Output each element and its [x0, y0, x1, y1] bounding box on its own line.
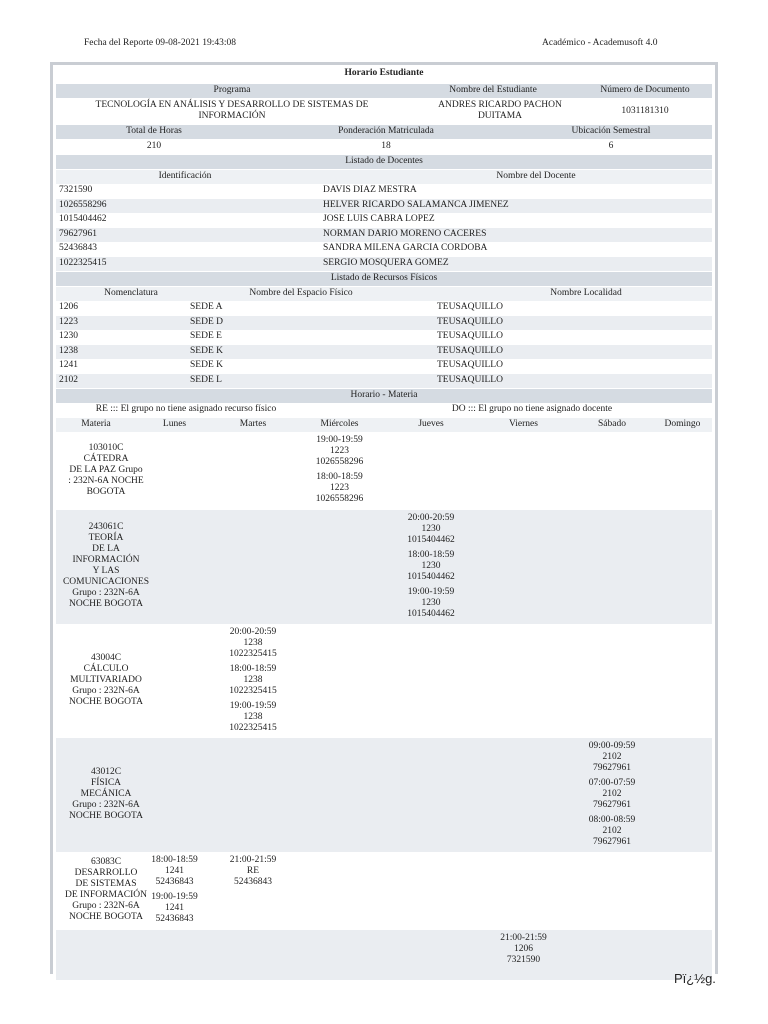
resource-code: 1238: [59, 345, 78, 356]
slot-line: 18:00-18:59: [316, 472, 363, 482]
resource-space: SEDE E: [190, 331, 222, 341]
schedule-col-day: Jueves: [418, 419, 444, 429]
teachers-title: Listado de Docentes: [56, 155, 712, 169]
subject-cell: [56, 653, 156, 708]
slot-line: 79627961: [593, 800, 631, 810]
day-cell: [386, 513, 476, 624]
teacher-row: [56, 213, 712, 227]
slot-line: 20:00-20:59: [229, 627, 277, 637]
slot-line: 21:00-21:59: [229, 855, 277, 865]
time-slot: [571, 815, 653, 848]
subject-line: : 232N-6A NOCHE: [68, 475, 144, 486]
resource-code: 1223: [59, 316, 78, 327]
teacher-row: [56, 257, 712, 271]
subject-line: Y LAS: [92, 565, 120, 576]
slot-line: 1238: [243, 712, 263, 722]
slot-line: 19:00-19:59: [407, 587, 455, 597]
slot-line: 2102: [602, 789, 622, 799]
subject-line: 43004C: [90, 652, 122, 663]
teacher-name: JOSE LUIS CABRA LOPEZ: [323, 214, 435, 224]
subject-line: NOCHE BOGOTA: [69, 696, 143, 707]
schedule-col-day: Lunes: [162, 419, 187, 429]
slot-line: 1223: [330, 446, 349, 456]
time-slot: [386, 550, 476, 583]
schedule-col-day: Domingo: [664, 419, 701, 429]
totals-header-row: [56, 125, 712, 139]
time-slot: [136, 855, 213, 888]
teacher-id: 7321590: [59, 185, 93, 195]
subject-line: DE INFORMACIÓN: [64, 890, 148, 901]
totals-values-row: [56, 140, 712, 154]
teachers-header-row: [56, 170, 712, 184]
time-slot: [386, 587, 476, 620]
time-slot: [213, 855, 293, 888]
slot-line: 1206: [514, 944, 533, 954]
resource-space: SEDE K: [190, 345, 223, 356]
teacher-name: DAVIS DIAZ MESTRA: [323, 185, 417, 195]
subject-line: NOCHE BOGOTA: [69, 598, 143, 609]
resources-title: Listado de Recursos Físicos: [56, 272, 712, 286]
page-title: Horario Estudiante: [344, 68, 424, 78]
slot-line: 7321590: [506, 955, 541, 965]
resource-loc-label: Nombre Localidad: [550, 288, 622, 298]
resources-header-row: [56, 287, 712, 301]
student-values-row: [56, 99, 712, 123]
slot-line: 52436843: [155, 914, 194, 924]
slot-line: 1022325415: [229, 649, 277, 659]
schedule-col-day: Viernes: [509, 419, 538, 429]
subject-line: DE LA PAZ Grupo: [69, 464, 143, 475]
resource-loc: TEUSAQUILLO: [437, 374, 503, 385]
subject-cell: [56, 522, 156, 610]
subject-line: MULTIVARIADO: [70, 674, 142, 685]
slot-line: 1223: [330, 483, 349, 493]
resource-space-label: Nombre del Espacio Físico: [249, 288, 353, 298]
teacher-name-label: Nombre del Docente: [496, 171, 576, 181]
note-do: DO ::: El grupo no tiene asignado docente: [451, 404, 613, 414]
slot-line: 1238: [243, 675, 263, 685]
subject-line: DE SISTEMAS: [75, 879, 137, 890]
teacher-row: [56, 184, 712, 198]
subject-cell: [56, 443, 156, 498]
subject-line: 243061C: [88, 521, 124, 532]
subject-line: CÁLCULO: [83, 663, 129, 674]
slot-line: 1238: [243, 638, 263, 648]
resource-space: SEDE A: [190, 302, 223, 312]
slot-line: 79627961: [593, 763, 631, 773]
slot-line: 1026558296: [315, 457, 364, 467]
subject-line: NOCHE BOGOTA: [69, 912, 143, 923]
slot-line: 1022325415: [229, 723, 277, 733]
resource-row: [56, 374, 712, 388]
day-cell: [571, 741, 653, 852]
teacher-id: 1026558296: [59, 199, 107, 210]
resource-space: SEDE D: [190, 316, 223, 327]
day-cell: [136, 855, 213, 929]
schedule-header-row: [56, 418, 712, 432]
subject-line: Grupo : 232N-6A: [72, 901, 140, 912]
slot-line: 21:00-21:59: [500, 933, 547, 943]
subject-line: 63083C: [90, 857, 122, 868]
document-value: 1031181310: [621, 106, 669, 116]
subject-line: TEORÍA: [88, 532, 124, 543]
resource-code: 2102: [59, 374, 78, 385]
total-hours-label: Total de Horas: [126, 126, 182, 136]
subject-line: Grupo : 232N-6A: [72, 685, 140, 696]
slot-line: 18:00-18:59: [407, 550, 455, 560]
subject-line: BOGOTA: [86, 486, 126, 497]
slot-line: 1015404462: [407, 535, 455, 545]
subject-line: NOCHE BOGOTA: [69, 810, 143, 821]
slot-line: 19:00-19:59: [316, 435, 363, 445]
program-value: TECNOLOGÍA EN ANÁLISIS Y DESARROLLO DE SISTEMAS DE INFORMACIÓN: [95, 100, 369, 121]
weight-label: Ponderación Matriculada: [338, 126, 434, 136]
app-name: Académico - Academusoft 4.0: [542, 38, 658, 48]
slot-line: 1230: [421, 598, 441, 608]
student-name-value: ANDRES RICARDO PACHON DUITAMA: [438, 100, 562, 121]
resource-code: 1206: [59, 302, 78, 312]
slot-line: 1241: [165, 903, 184, 913]
report-date: Fecha del Reporte 09-08-2021 19:43:08: [84, 38, 236, 48]
page-label: Pï¿½g.: [674, 971, 716, 986]
teacher-name: HELVER RICARDO SALAMANCA JIMENEZ: [323, 199, 509, 210]
schedule-row: [56, 624, 712, 738]
resource-row: [56, 301, 712, 315]
subject-line: 43012C: [90, 766, 122, 777]
student-name-label: Nombre del Estudiante: [449, 85, 537, 95]
subject-line: CÁTEDRA: [83, 453, 129, 464]
schedule-row: [56, 432, 712, 510]
resource-code-label: Nomenclatura: [104, 288, 158, 298]
subject-cell: [56, 767, 156, 822]
time-slot: [213, 701, 293, 734]
subject-line: Grupo : 232N-6A: [72, 587, 140, 598]
schedule-col-subject: Materia: [81, 419, 111, 429]
slot-line: RE: [246, 866, 260, 876]
day-cell: [213, 855, 293, 892]
note-re: RE ::: El grupo no tiene asignado recurso físico: [95, 404, 277, 414]
time-slot: [476, 933, 571, 966]
slot-line: 20:00-20:59: [407, 513, 455, 523]
resource-row: [56, 316, 712, 330]
slot-line: 2102: [602, 826, 622, 836]
slot-line: 19:00-19:59: [151, 892, 198, 902]
time-slot: [386, 513, 476, 546]
student-header-row: [56, 84, 712, 98]
subject-line: 103010C: [88, 442, 124, 453]
schedule-notes-row: [56, 403, 712, 417]
resource-loc: TEUSAQUILLO: [437, 331, 503, 341]
subject-line: FÍSICA: [90, 777, 122, 788]
slot-line: 1022325415: [229, 686, 277, 696]
slot-line: 1230: [421, 561, 441, 571]
teacher-id: 79627961: [59, 228, 97, 239]
teacher-id: 1022325415: [59, 257, 107, 268]
day-cell: [293, 435, 386, 509]
schedule-title: Horario - Materia: [56, 389, 712, 403]
slot-line: 52436843: [234, 877, 272, 887]
slot-line: 09:00-09:59: [588, 741, 636, 751]
resource-code: 1241: [59, 360, 78, 370]
resource-row: [56, 345, 712, 359]
teacher-row: [56, 199, 712, 213]
document-label: Número de Documento: [600, 85, 690, 95]
teacher-id: 1015404462: [59, 214, 107, 224]
resource-row: [56, 330, 712, 344]
semester-value: 6: [608, 141, 614, 151]
time-slot: [293, 435, 386, 468]
teacher-row: [56, 228, 712, 242]
slot-line: 1230: [421, 524, 441, 534]
schedule-row: [56, 930, 712, 980]
slot-line: 08:00-08:59: [588, 815, 636, 825]
time-slot: [213, 664, 293, 697]
teacher-id-label: Identificación: [158, 171, 212, 181]
teacher-id: 52436843: [59, 243, 97, 253]
semester-label: Ubicación Semestral: [571, 126, 651, 136]
schedule-row: [56, 852, 712, 930]
program-label: Programa: [213, 85, 251, 95]
day-cell: [213, 627, 293, 738]
time-slot: [293, 472, 386, 505]
resource-loc: TEUSAQUILLO: [437, 360, 503, 370]
resource-code: 1230: [59, 331, 78, 341]
teacher-name: NORMAN DARIO MORENO CACERES: [323, 228, 487, 239]
schedule-row: [56, 738, 712, 852]
resource-row: [56, 359, 712, 373]
time-slot: [571, 778, 653, 811]
resource-space: SEDE L: [190, 374, 222, 385]
slot-line: 1015404462: [407, 572, 455, 582]
slot-line: 1015404462: [407, 609, 455, 619]
teacher-row: [56, 242, 712, 256]
slot-line: 1241: [165, 866, 184, 876]
teacher-name: SERGIO MOSQUERA GOMEZ: [323, 257, 449, 268]
slot-line: 19:00-19:59: [229, 701, 277, 711]
schedule-col-day: Miércoles: [320, 419, 359, 429]
schedule-row: [56, 510, 712, 624]
subject-line: COMUNICACIONES: [62, 576, 150, 587]
teacher-name: SANDRA MILENA GARCIA CORDOBA: [323, 243, 488, 253]
slot-line: 52436843: [155, 877, 194, 887]
subject-line: INFORMACIÓN: [72, 554, 140, 565]
time-slot: [571, 741, 653, 774]
resource-loc: TEUSAQUILLO: [437, 302, 503, 312]
slot-line: 18:00-18:59: [151, 855, 198, 865]
subject-line: MECÁNICA: [80, 788, 132, 799]
resource-loc: TEUSAQUILLO: [437, 316, 503, 327]
weight-value: 18: [381, 141, 391, 151]
time-slot: [136, 892, 213, 925]
slot-line: 07:00-07:59: [588, 778, 636, 788]
subject-line: DE LA: [92, 543, 120, 554]
time-slot: [213, 627, 293, 660]
schedule-col-day: Martes: [239, 419, 267, 429]
subject-line: Grupo : 232N-6A: [72, 799, 140, 810]
day-cell: [476, 933, 571, 970]
total-hours-value: 210: [146, 141, 162, 151]
subject-line: DESARROLLO: [74, 868, 138, 879]
resource-loc: TEUSAQUILLO: [437, 345, 503, 356]
slot-line: 79627961: [593, 837, 631, 847]
slot-line: 2102: [602, 752, 622, 762]
resource-space: SEDE K: [190, 360, 223, 370]
schedule-col-day: Sábado: [598, 419, 626, 429]
slot-line: 1026558296: [315, 494, 364, 504]
slot-line: 18:00-18:59: [229, 664, 277, 674]
